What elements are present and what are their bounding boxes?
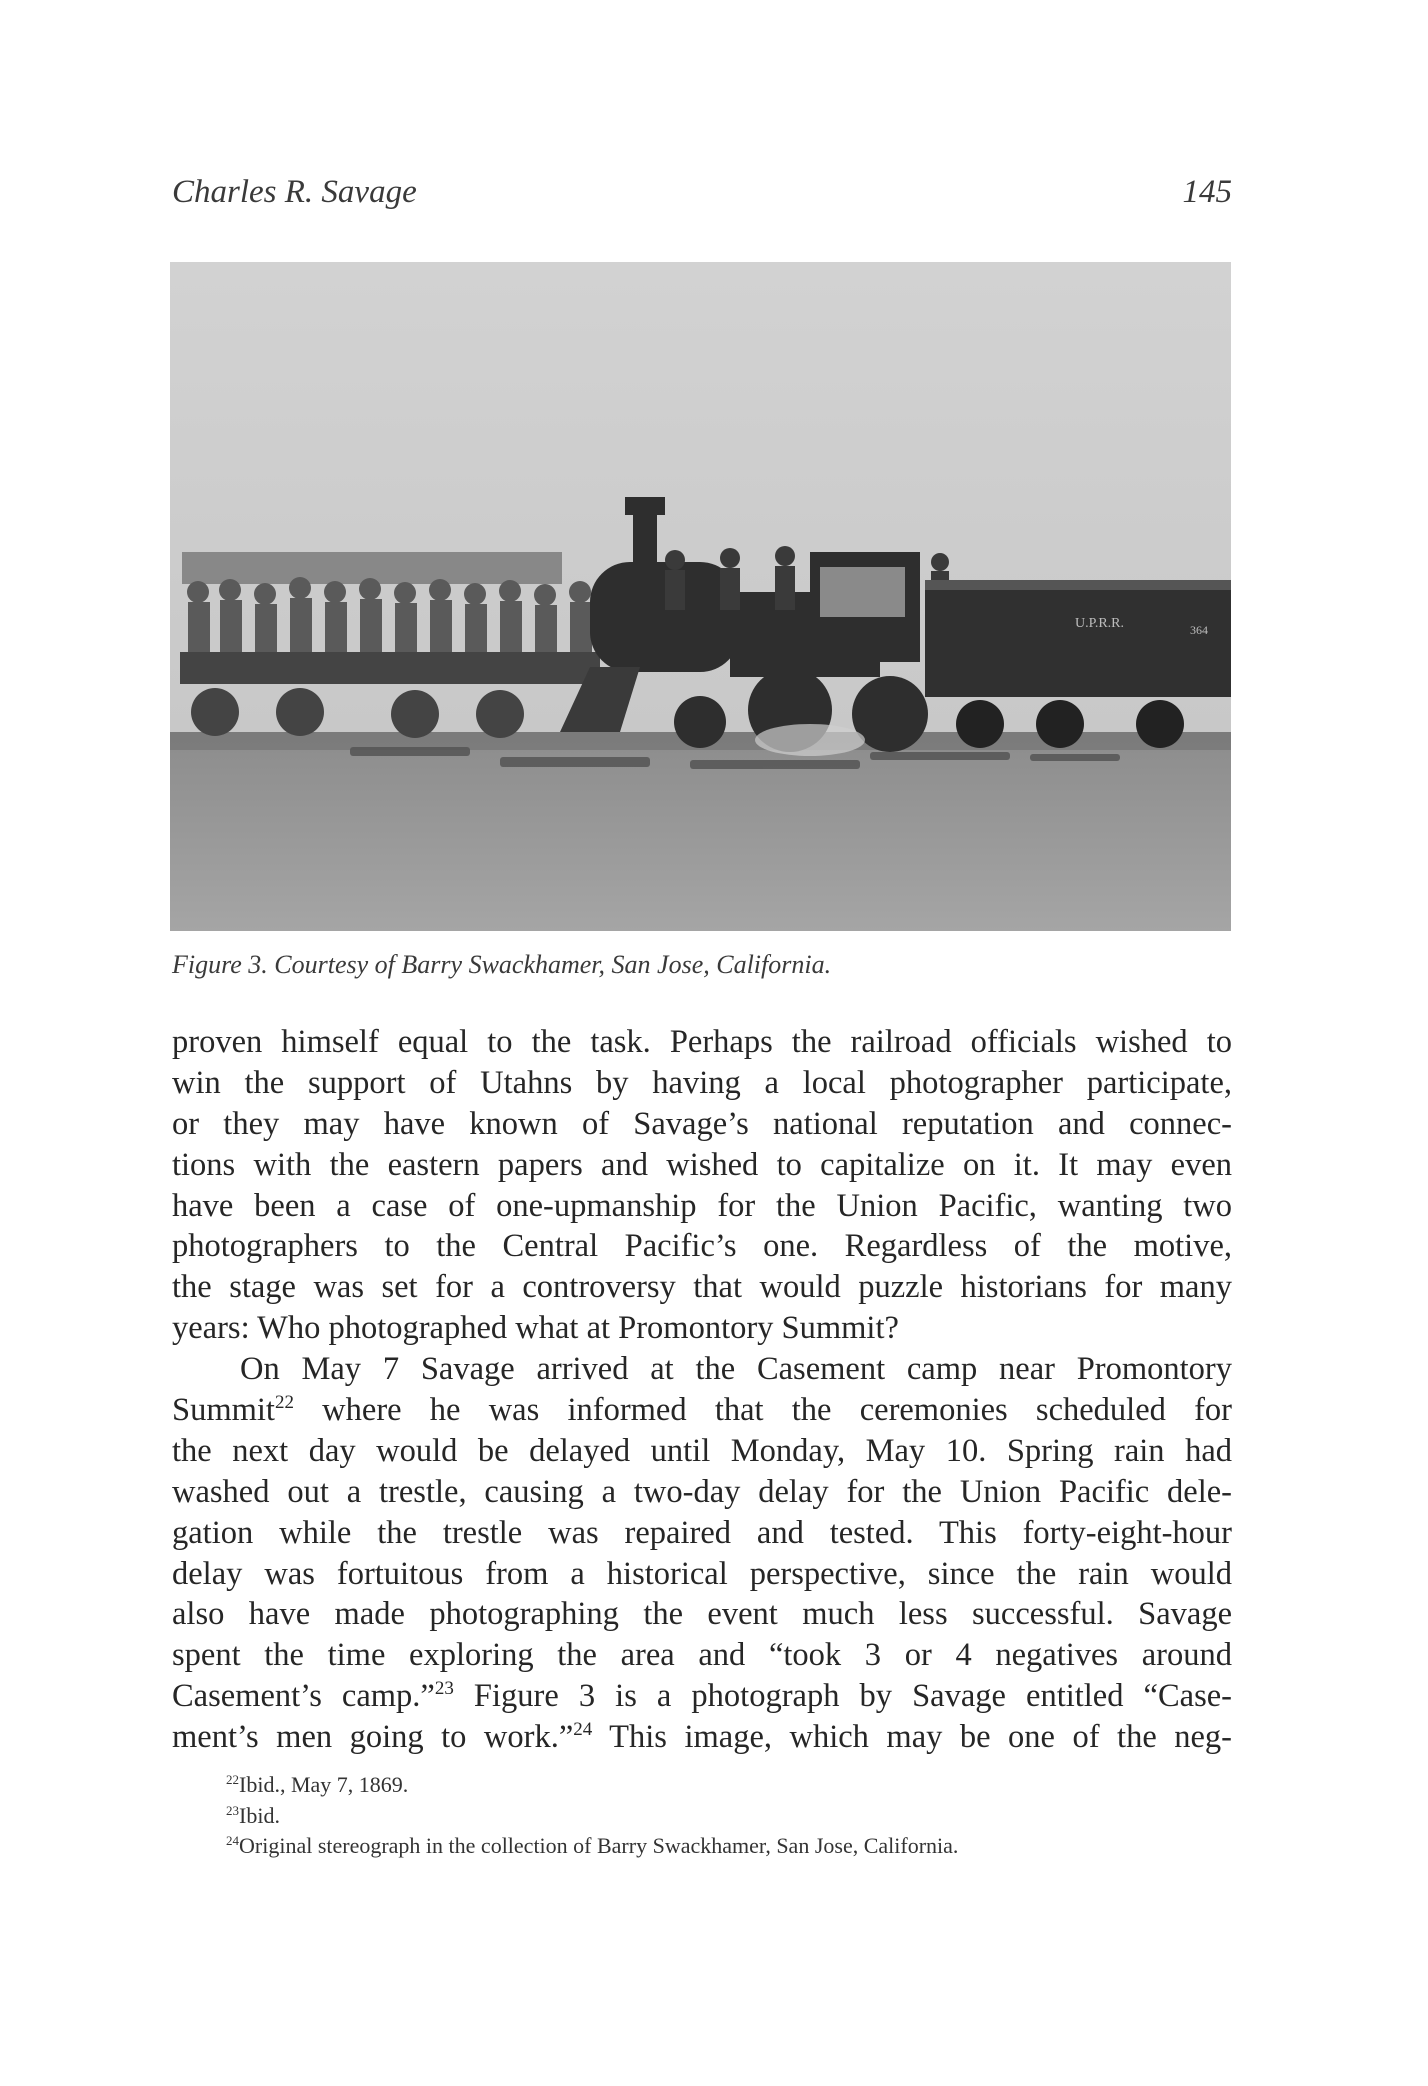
- body-line: also have made photographing the event much less successful. Savage: [172, 1596, 1232, 1633]
- page-number: 145: [1182, 174, 1232, 210]
- running-head: [172, 174, 1232, 218]
- body-line: [172, 1390, 1232, 1431]
- footnote-text: Ibid.: [239, 1802, 280, 1828]
- footnote-number: 22: [226, 1772, 239, 1787]
- body-line-text: where he was informed that the ceremonies scheduled for: [293, 1392, 1232, 1429]
- car-lettering: U.P.R.R.: [1075, 616, 1125, 631]
- footnote-reference: 24: [573, 1719, 593, 1741]
- body-line: or they may have known of Savage’s national reputation and connec-: [172, 1105, 1232, 1142]
- footnote-reference: 23: [434, 1678, 454, 1700]
- footnotes: [226, 1770, 958, 1862]
- body-line: the stage was set for a controversy that would puzzle historians for many: [172, 1269, 1232, 1306]
- body-line: [172, 1676, 1232, 1717]
- tender-number: 364: [1190, 623, 1208, 637]
- figure-photograph: [170, 262, 1231, 931]
- footnote-text: Original stereograph in the collection of Barry Swackhamer, San Jose, California.: [239, 1833, 959, 1858]
- footnote-number: 24: [226, 1833, 239, 1848]
- body-line-text: This image, which may be one of the neg-: [592, 1719, 1232, 1756]
- body-line: years: Who photographed what at Promontory Summit?: [172, 1310, 899, 1347]
- footnote: [226, 1770, 958, 1801]
- body-line: tions with the eastern papers and wished to capitalize on it. It may even: [172, 1146, 1232, 1183]
- body-line: gation while the trestle was repaired and tested. This forty-eight-hour: [172, 1514, 1232, 1551]
- body-line: delay was fortuitous from a historical perspective, since the rain would: [172, 1555, 1232, 1592]
- running-head-author: Charles R. Savage: [172, 174, 417, 210]
- body-line: the next day would be delayed until Monday, May 10. Spring rain had: [172, 1432, 1232, 1469]
- body-line: [172, 1717, 1232, 1758]
- body-line: have been a case of one-upmanship for the Union Pacific, wanting two: [172, 1187, 1232, 1224]
- body-line-text: Summit: [172, 1392, 275, 1429]
- body-line-text: Casement’s camp.”: [172, 1678, 435, 1715]
- body-line: proven himself equal to the task. Perhaps the railroad officials wished to: [172, 1024, 1232, 1060]
- footnote-number: 23: [226, 1802, 239, 1818]
- footnote: [226, 1831, 958, 1862]
- figure-caption: Figure 3. Courtesy of Barry Swackhamer, San Jose, California.: [172, 950, 832, 979]
- body-line: washed out a trestle, causing a two-day delay for the Union Pacific dele-: [172, 1473, 1232, 1510]
- body-text: [172, 1022, 1232, 1758]
- footnote: [226, 1801, 958, 1832]
- body-line-text: ment’s men going to work.”: [172, 1719, 574, 1756]
- footnote-text: Ibid., May 7, 1869.: [239, 1772, 409, 1797]
- body-line: On May 7 Savage arrived at the Casement camp near Promontory: [240, 1351, 1232, 1388]
- body-line: spent the time exploring the area and “took 3 or 4 negatives around: [172, 1637, 1232, 1674]
- body-line-text: Figure 3 is a photograph by Savage entitled “Case-: [453, 1678, 1232, 1715]
- train-photograph: [170, 262, 1231, 931]
- footnote-reference: 22: [274, 1392, 294, 1414]
- body-line: win the support of Utahns by having a local photographer participate,: [172, 1064, 1232, 1101]
- body-line: photographers to the Central Pacific’s one. Regardless of the motive,: [172, 1228, 1232, 1265]
